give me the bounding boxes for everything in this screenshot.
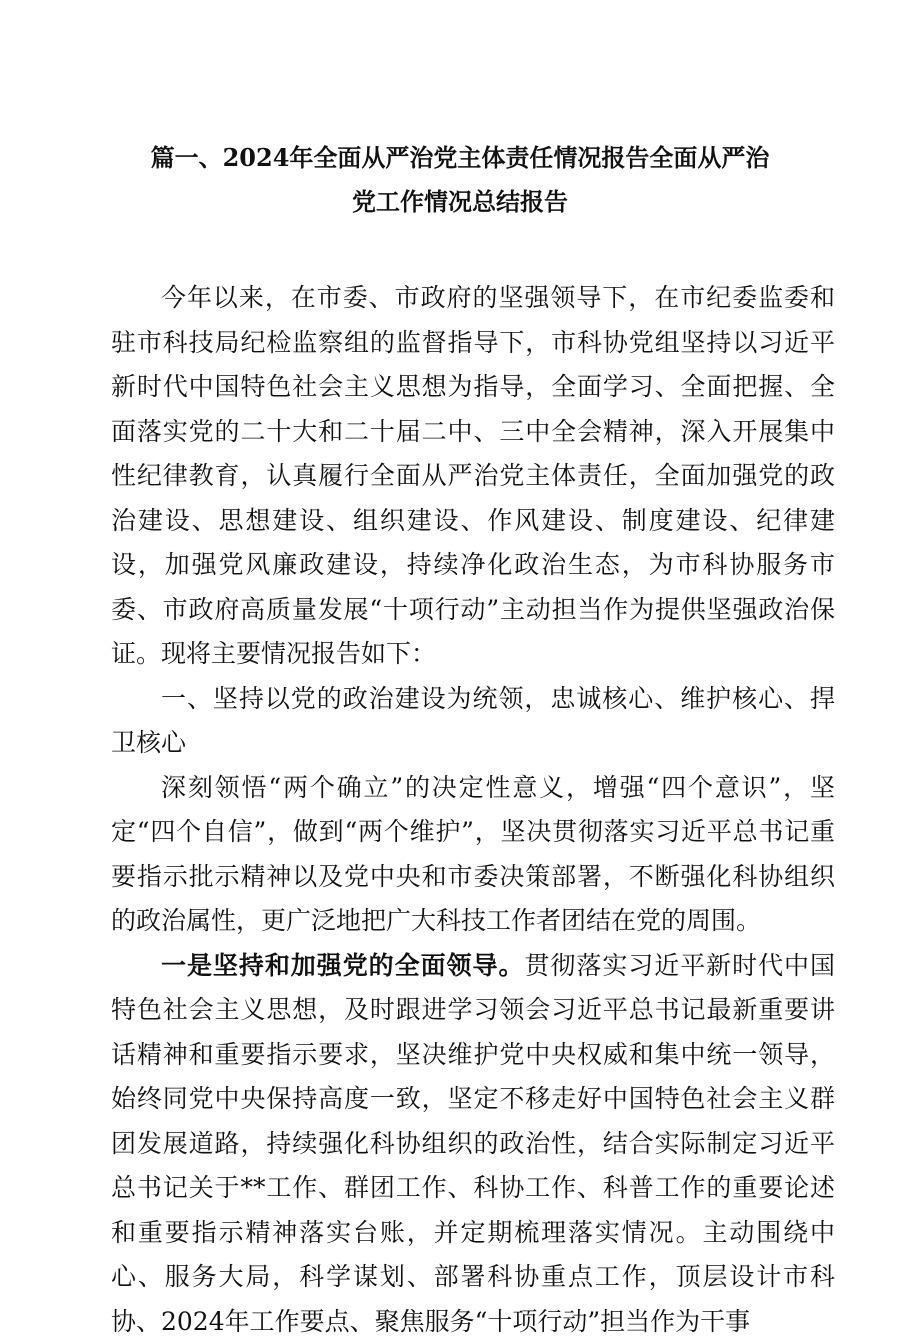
title-line-2: 党工作情况总结报告 bbox=[110, 180, 810, 224]
paragraph-party-leadership-text: 贯彻落实习近平新时代中国特色社会主义思想，及时跟进学习领会习近平总书记最新重要讲话精神和重要指示要求，坚决维护党中央权威和集中统一领导，始终同党中央保持高度一致，坚定不移走好中国特色社会主义群团发展道路，持续强化科协组织的政治性，结合实际制定习近平总书记关于**工作、群团工作、科协工作、科普工作的重要论述和重要指示精神落实台账，并定期梳理落实情况。主动围绕中心、服务大局，科学谋划、部署科协重点工作，顶层设计市科协、2024年工作要点、聚焦服务“十项行动”担当作为干事 bbox=[111, 951, 835, 1336]
document-title bbox=[110, 136, 810, 224]
document-body bbox=[111, 276, 835, 1344]
paragraph-lead-phrase: 一是坚持和加强党的全面领导。 bbox=[161, 951, 524, 980]
section-heading-1: 一、坚持以党的政治建设为统领，忠诚核心、维护核心、捍卫核心 bbox=[111, 677, 835, 766]
paragraph-party-leadership bbox=[111, 944, 835, 1344]
paragraph-two-establishments: 深刻领悟“两个确立”的决定性意义，增强“四个意识”，坚定“四个自信”，做到“两个维护”，坚决贯彻落实习近平总书记重要指示批示精神以及党中央和市委决策部署，不断强化科协组织的政治属性，更广泛地把广大科技工作者团结在党的周围。 bbox=[111, 766, 835, 944]
title-line-1: 篇一、2024年全面从严治党主体责任情况报告全面从严治 bbox=[110, 136, 810, 180]
paragraph-intro: 今年以来，在市委、市政府的坚强领导下，在市纪委监委和驻市科技局纪检监察组的监督指导下，市科协党组坚持以习近平新时代中国特色社会主义思想为指导，全面学习、全面把握、全面落实党的二十大和二十届二中、三中全会精神，深入开展集中性纪律教育，认真履行全面从严治党主体责任，全面加强党的政治建设、思想建设、组织建设、作风建设、制度建设、纪律建设，加强党风廉政建设，持续净化政治生态，为市科协服务市委、市政府高质量发展“十项行动”主动担当作为提供坚强政治保证。现将主要情况报告如下： bbox=[111, 276, 835, 677]
